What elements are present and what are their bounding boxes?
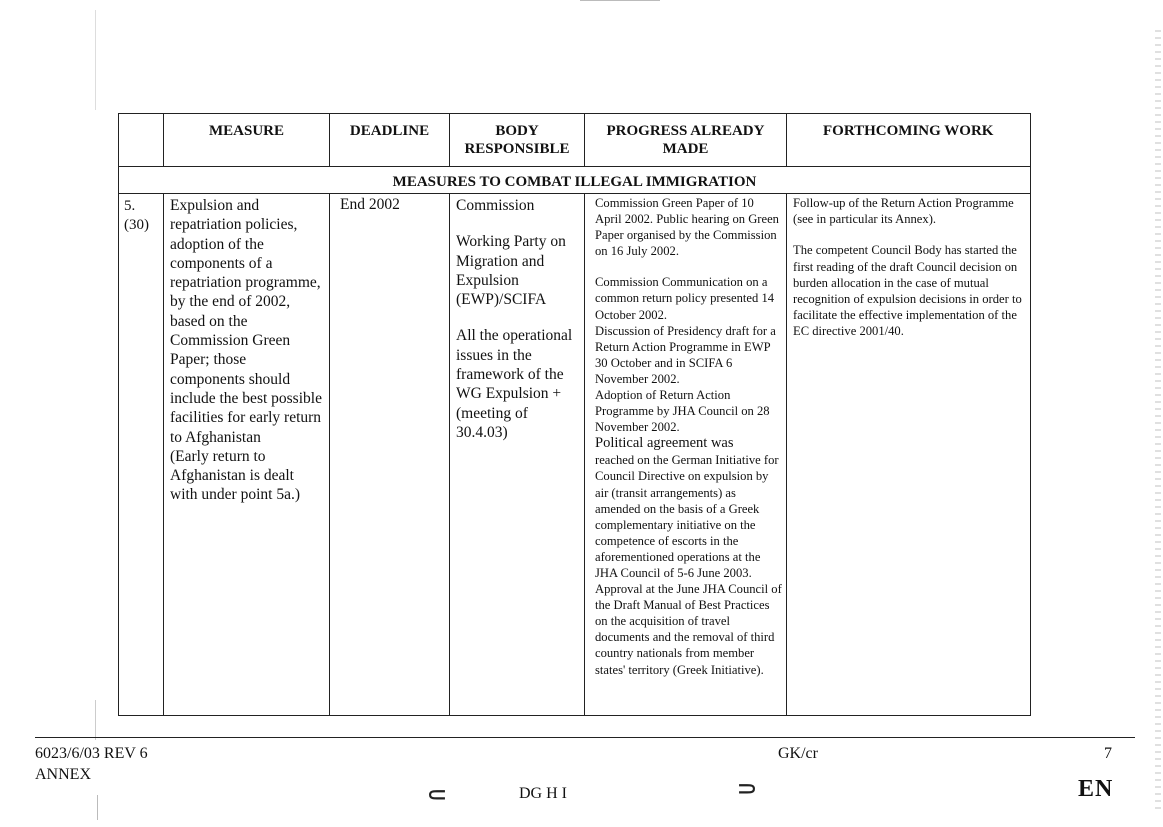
forthcoming-follow-up: Follow-up of the Return Action Programme (see in particular its Annex). — [793, 196, 1014, 227]
table-row — [119, 194, 1031, 716]
section-row — [119, 167, 1031, 194]
header-body-responsible: BODY RESPONSIBLE — [450, 114, 585, 167]
footer-rule — [35, 737, 1135, 738]
header-forthcoming-work: FORTHCOMING WORK — [787, 114, 1031, 167]
header-deadline: DEADLINE — [330, 114, 450, 167]
header-measure: MEASURE — [164, 114, 330, 167]
scan-edge-noise — [1155, 30, 1161, 810]
annex-label: ANNEX — [35, 766, 91, 783]
scan-artifact-line — [95, 700, 96, 740]
progress-german-initiative: reached on the German Initiative for Council Directive on expulsion by air (transit arrangements) as amended on the basis of a Greek complementary initiative on the competence of escorts in the aforementioned operations at the JHA Council of 5-6 June 2003. — [595, 453, 779, 580]
body-working-party: Working Party on Migration and Expulsion (EWP)/SCIFA — [456, 233, 566, 309]
deadline-text: End 2002 — [340, 196, 400, 213]
progress-green-paper: Commission Green Paper of 10 April 2002. Public hearing on Green Paper organised by the Commission on 16 July 2002. — [595, 196, 779, 259]
body-responsible-cell — [450, 194, 585, 716]
measure-text: Expulsion and repatriation policies, adoption of the components of a repatriation programme, by the end of 2002, based on the Commission Green Paper; those components should include the best possible facilities for early return to Afghanistan — [170, 197, 322, 446]
row-number: 5. — [124, 198, 136, 214]
scan-artifact-line — [580, 0, 660, 1]
author-initials: GK/cr — [778, 745, 818, 762]
left-binding-mark-icon: ⸦ — [424, 781, 451, 811]
row-number-sub: (30) — [124, 217, 149, 233]
progress-presidency-draft: Discussion of Presidency draft for a Return Action Programme in EWP 30 October and in SCIFA 6 November 2002. — [595, 323, 776, 386]
measure-cell — [164, 194, 330, 716]
row-number-cell — [119, 194, 164, 716]
table-header-row — [119, 114, 1031, 167]
body-commission: Commission — [456, 197, 535, 214]
right-binding-mark-icon: ⸧ — [734, 775, 761, 805]
progress-communication: Commission Communication on a common return policy presented 14 October 2002. — [595, 275, 775, 322]
forthcoming-cell — [787, 194, 1031, 716]
measures-table — [118, 113, 1031, 716]
forthcoming-council-body: The competent Council Body has started the first reading of the draft Council decision on burden allocation in the case of mutual recognition of expulsion decisions in order to facilitate the effective implementation of the EC directive 2001/40. — [793, 243, 1022, 339]
body-operational-issues: All the operational issues in the framework of the WG Expulsion + (meeting of 30.4.03) — [456, 327, 573, 441]
progress-cell — [585, 194, 787, 716]
scan-artifact-line — [97, 795, 98, 820]
deadline-cell — [330, 194, 450, 716]
header-number — [119, 114, 164, 167]
language-code: EN — [1078, 776, 1114, 802]
page-number: 7 — [1104, 745, 1112, 762]
doc-reference: 6023/6/03 REV 6 — [35, 745, 148, 762]
directorate: DG H I — [519, 785, 567, 802]
measure-note: (Early return to Afghanistan is dealt with under point 5a.) — [170, 447, 301, 504]
scan-artifact-line — [95, 10, 96, 110]
header-progress: PROGRESS ALREADY MADE — [585, 114, 787, 167]
section-title: MEASURES TO COMBAT ILLEGAL IMMIGRATION — [119, 167, 1031, 194]
progress-political-agreement: Political agreement was — [595, 435, 734, 452]
progress-adoption: Adoption of Return Action Programme by JHA Council on 28 November 2002. — [595, 388, 770, 435]
progress-manual-approval: Approval at the June JHA Council of the Draft Manual of Best Practices on the acquisition of travel documents and the removal of third country nationals from member states' territory (Greek Initiative). — [595, 582, 782, 677]
